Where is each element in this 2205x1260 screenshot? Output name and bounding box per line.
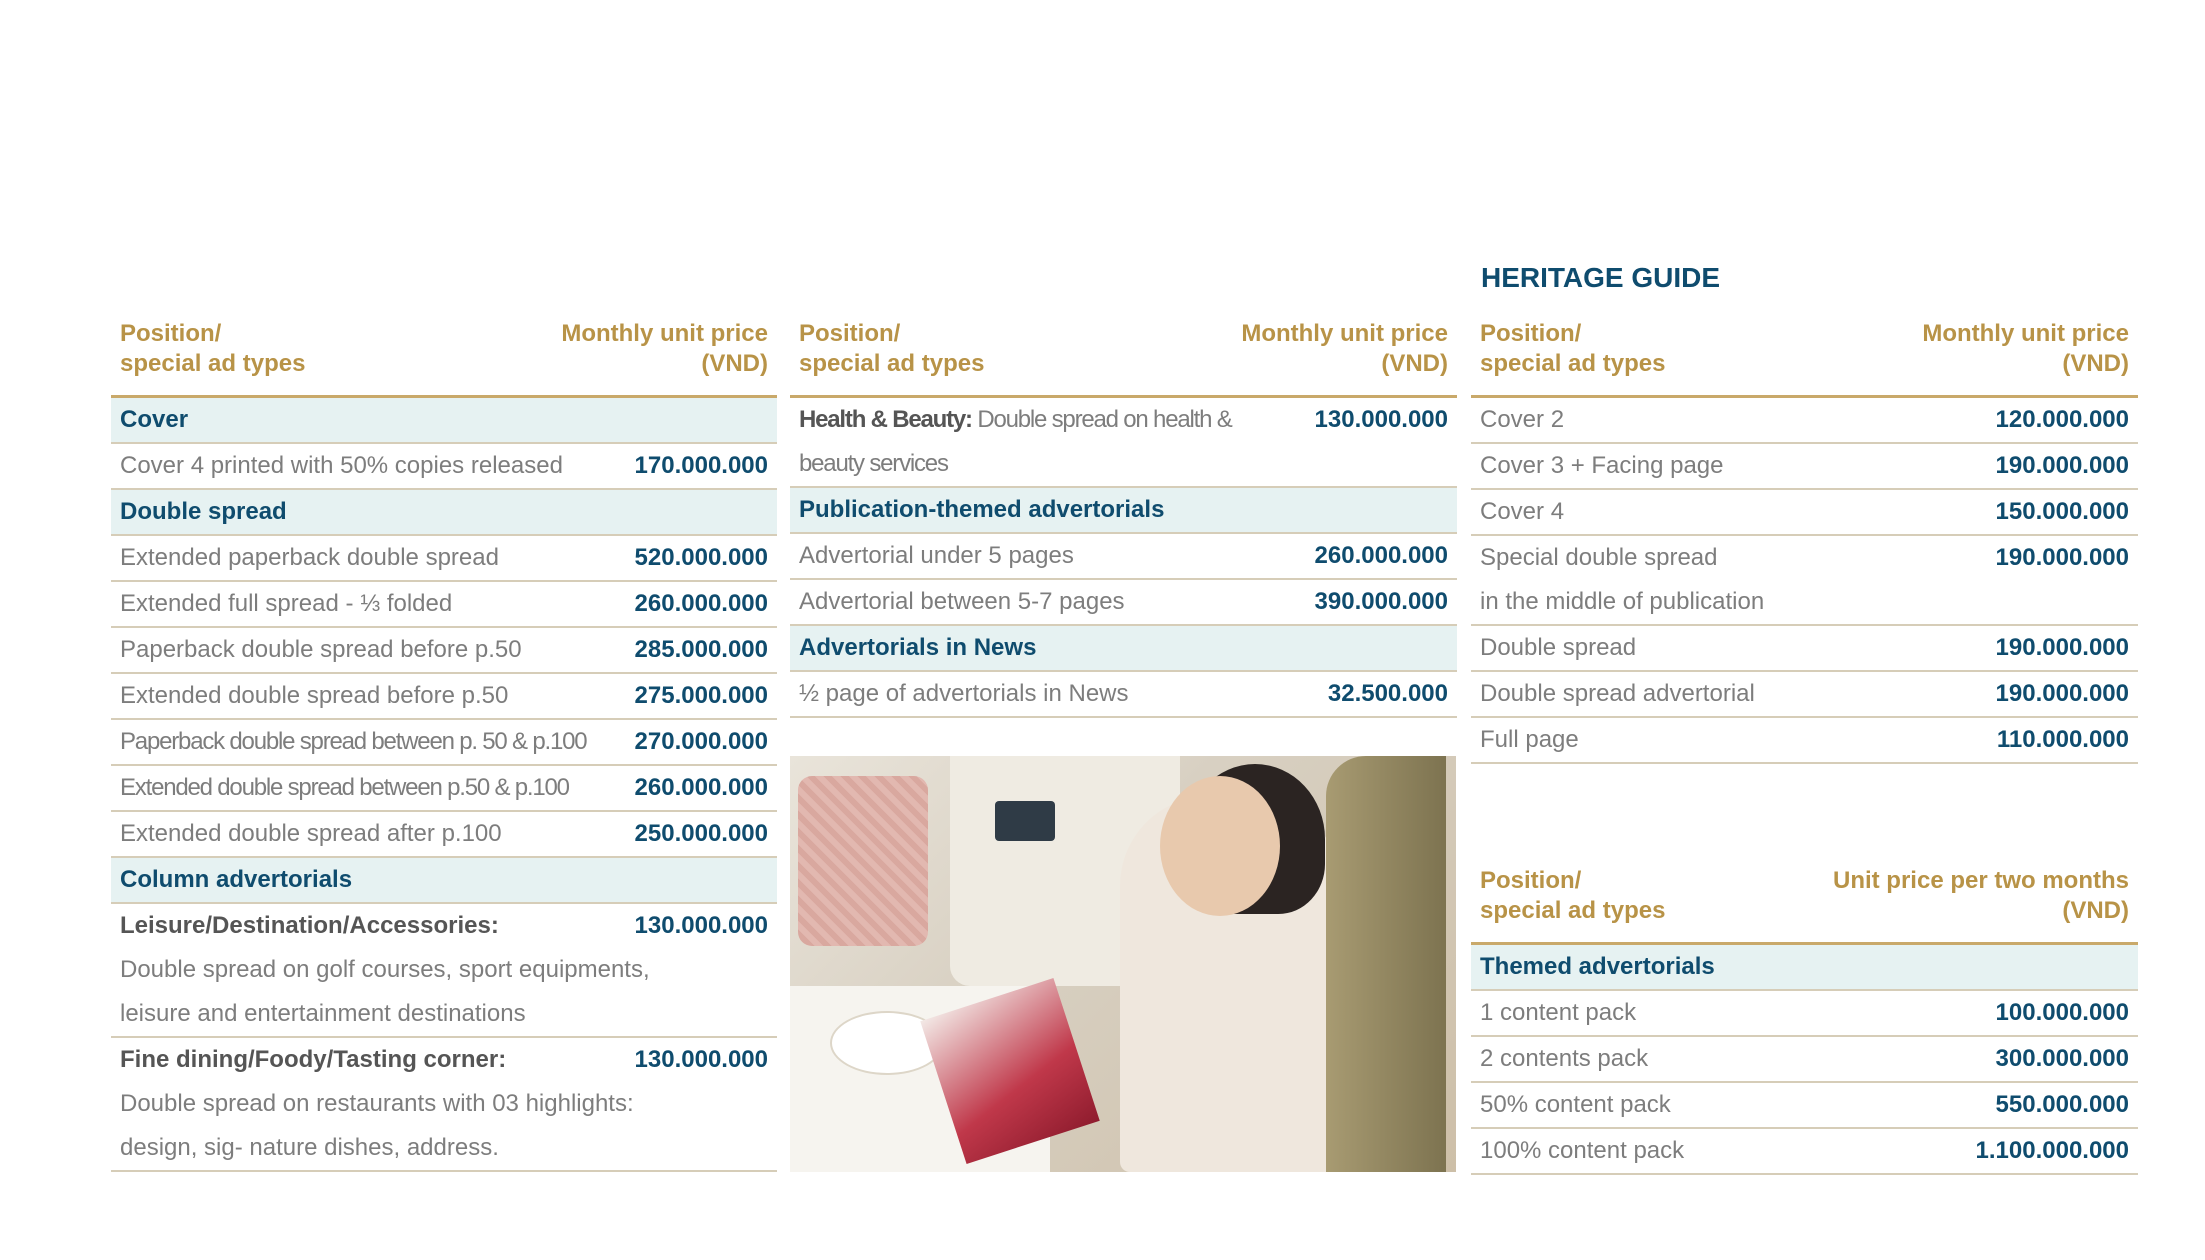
table-header bbox=[1471, 866, 2138, 945]
table-row: Extended double spread between p.50 & p.100 260.000.000 bbox=[111, 766, 777, 812]
category-row: Cover bbox=[111, 398, 777, 444]
table-row: Fine dining/Foody/Tasting corner: 130.000.000 bbox=[120, 1046, 768, 1073]
table-row: Double spread on restaurants with 03 highlights: bbox=[120, 1090, 634, 1117]
price-table-themed bbox=[1471, 866, 2138, 1175]
table-row: 1 content pack 100.000.000 bbox=[1471, 991, 2138, 1037]
table-row: Health & Beauty: Double spread on health & 130.000.000 bbox=[799, 406, 1448, 433]
heritage-guide-title: HERITAGE GUIDE bbox=[1481, 262, 1721, 293]
header-position: Position/ special ad types bbox=[799, 320, 985, 377]
table-header bbox=[790, 319, 1457, 398]
table-row: Cover 2 120.000.000 bbox=[1471, 398, 2138, 444]
header-position: Position/ special ad types bbox=[120, 320, 306, 377]
passenger-face bbox=[1160, 776, 1280, 916]
table-row: Advertorial between 5-7 pages 390.000.000 bbox=[790, 580, 1457, 626]
header-price: Monthly unit price (VND) bbox=[1241, 320, 1448, 377]
category-row: Themed advertorials bbox=[1471, 945, 2138, 991]
table-row: Extended full spread - ⅓ folded 260.000.000 bbox=[111, 582, 777, 628]
table-row: Double spread 190.000.000 bbox=[1471, 626, 2138, 672]
cabin-reading-photo bbox=[790, 756, 1456, 1172]
table-row: Cover 3 + Facing page 190.000.000 bbox=[1471, 444, 2138, 490]
category-row: Publication-themed advertorials bbox=[790, 488, 1457, 534]
table-row: Full page 110.000.000 bbox=[1471, 718, 2138, 764]
header-price: Monthly unit price (VND) bbox=[1922, 320, 2129, 377]
table-row: leisure and entertainment destinations bbox=[111, 992, 777, 1038]
table-row: Advertorial under 5 pages 260.000.000 bbox=[790, 534, 1457, 580]
header-position: Position/ special ad types bbox=[1480, 320, 1666, 377]
table-row: beauty services bbox=[790, 442, 1457, 488]
table-row: Paperback double spread before p.50 285.000.000 bbox=[111, 628, 777, 674]
table-row: Extended paperback double spread 520.000.000 bbox=[111, 536, 777, 582]
table-row: in the middle of publication bbox=[1471, 580, 2138, 626]
table-row: 2 contents pack 300.000.000 bbox=[1471, 1037, 2138, 1083]
table-row: ½ page of advertorials in News 32.500.000 bbox=[790, 672, 1457, 718]
price-table-heritage bbox=[1471, 319, 2138, 764]
handbag bbox=[798, 776, 928, 946]
table-row: Extended double spread after p.100 250.000.000 bbox=[111, 812, 777, 858]
table-row: Cover 4 150.000.000 bbox=[1471, 490, 2138, 536]
header-position: Position/ special ad types bbox=[1480, 867, 1666, 924]
header-price: Monthly unit price (VND) bbox=[561, 320, 768, 377]
table-header bbox=[111, 319, 777, 398]
category-row: Double spread bbox=[111, 490, 777, 536]
table-row: Paperback double spread between p. 50 & p.100 270.000.000 bbox=[111, 720, 777, 766]
table-row: Special double spread 190.000.000 bbox=[1480, 544, 2129, 571]
price-table-advertorials bbox=[790, 319, 1457, 718]
table-row: Double spread advertorial 190.000.000 bbox=[1471, 672, 2138, 718]
seat-control-panel bbox=[995, 801, 1055, 841]
seat-back bbox=[1326, 756, 1446, 1172]
table-row: 50% content pack 550.000.000 bbox=[1471, 1083, 2138, 1129]
price-table-main bbox=[111, 319, 777, 1172]
table-row: Leisure/Destination/Accessories: 130.000.000 bbox=[120, 912, 768, 939]
table-row: design, sig- nature dishes, address. bbox=[111, 1126, 777, 1172]
category-row: Column advertorials bbox=[111, 858, 777, 904]
category-row: Advertorials in News bbox=[790, 626, 1457, 672]
table-row: Cover 4 printed with 50% copies released 170.000.000 bbox=[111, 444, 777, 490]
table-row: Extended double spread before p.50 275.000.000 bbox=[111, 674, 777, 720]
table-header bbox=[1471, 319, 2138, 398]
header-price: Unit price per two months (VND) bbox=[1832, 867, 2129, 924]
table-row: 100% content pack 1.100.000.000 bbox=[1471, 1129, 2138, 1175]
table-row: Double spread on golf courses, sport equipments, bbox=[120, 956, 650, 983]
